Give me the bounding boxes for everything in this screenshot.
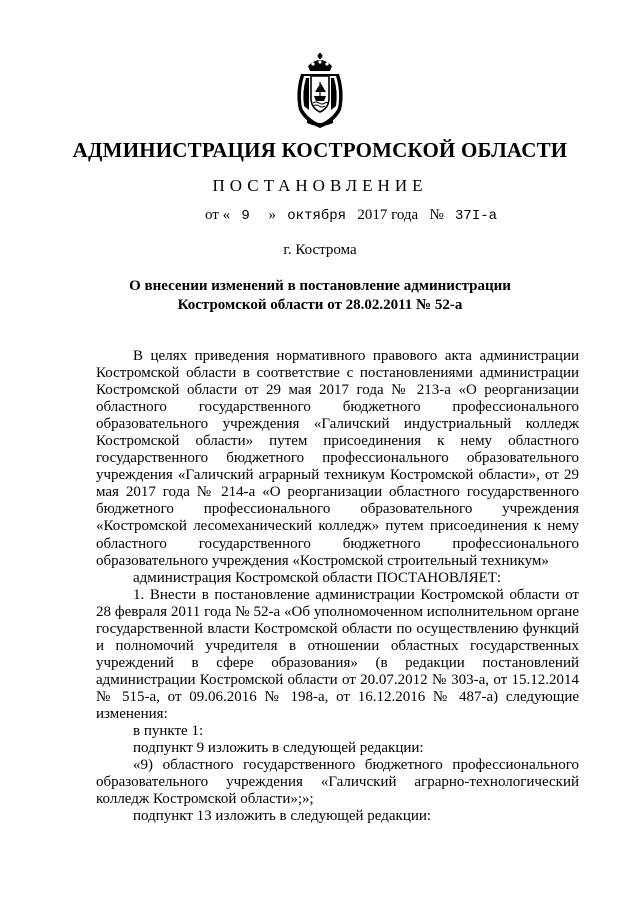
- item-1-paragraph: 1. Внести в постановление администрации Костромской области от 28 февраля 2011 года № 52-а «Об уполномоченном исполнительном органе государственной власти Костромской области по осуществлению функций и полномочий учредителя в отношении областных государственных учреждений в сфере образования» (в редакции постановлений администрации Костромской области от 20.07.2012 № 303-а, от 15.12.2014 № 515-а, от 09.06.2016 № 198-а, от 16.12.2016 № 487-а) следующие изменения:: [96, 586, 579, 722]
- date-month: октября: [287, 208, 347, 224]
- date-year: 2017 года: [357, 207, 419, 223]
- subpoint-13-intro: подпункт 13 изложить в следующей редакции:: [133, 808, 432, 825]
- organization-title: АДМИНИСТРАЦИЯ КОСТРОМСКОЙ ОБЛАСТИ: [72, 138, 568, 162]
- subpoint-9-intro: подпункт 9 изложить в следующей редакции:: [133, 740, 424, 757]
- clause-point-paragraph: в пункте 1:: [133, 723, 204, 740]
- decree-body: [96, 348, 579, 825]
- date-prefix: от «: [205, 207, 231, 223]
- decree-title: [0, 277, 640, 315]
- number-sign: №: [429, 207, 444, 223]
- decree-number: 37I-а: [455, 208, 498, 224]
- date-day: 9: [241, 208, 250, 224]
- document-type: ПОСТАНОВЛЕНИЕ: [212, 176, 428, 195]
- decree-title-line: О внесении изменений в постановление администрации: [129, 278, 511, 294]
- date-close-quote: »: [268, 207, 277, 223]
- preamble-paragraph: В целях приведения нормативного правового акта администрации Костромской области в соответствие с постановлениями администрации Костромской области от 29 мая 2017 года № 213-а «О реорганизации областного государственного бюджетного профессионального образовательного учреждения «Галичский индустриальный колледж Костромской области» путем присоединения к нему областного государственного бюджетного профессионального образовательного учреждения «Галичский аграрный техникум Костромской области», от 29 мая 2017 года № 214-а «О реорганизации областного государственного бюджетного профессионального образовательного учреждения «Костромской лесомеханический колледж» путем присоединения к нему областного государственного бюджетного профессионального образовательного учреждения «Костромской строительный техникум»: [96, 348, 579, 569]
- coat-of-arms-icon: [291, 52, 349, 132]
- decree-date-line: [205, 207, 497, 224]
- subpoint-9-text: «9) областного государственного бюджетного профессионального образовательного учреждения «Галичский аграрно-технологический колледж Костромской области»;»;: [96, 757, 579, 808]
- decree-title-line: Костромской области от 28.02.2011 № 52-а: [177, 297, 463, 313]
- resolves-paragraph: администрация Костромской области ПОСТАНОВЛЯЕТ:: [133, 569, 502, 586]
- city: г. Кострома: [283, 242, 357, 258]
